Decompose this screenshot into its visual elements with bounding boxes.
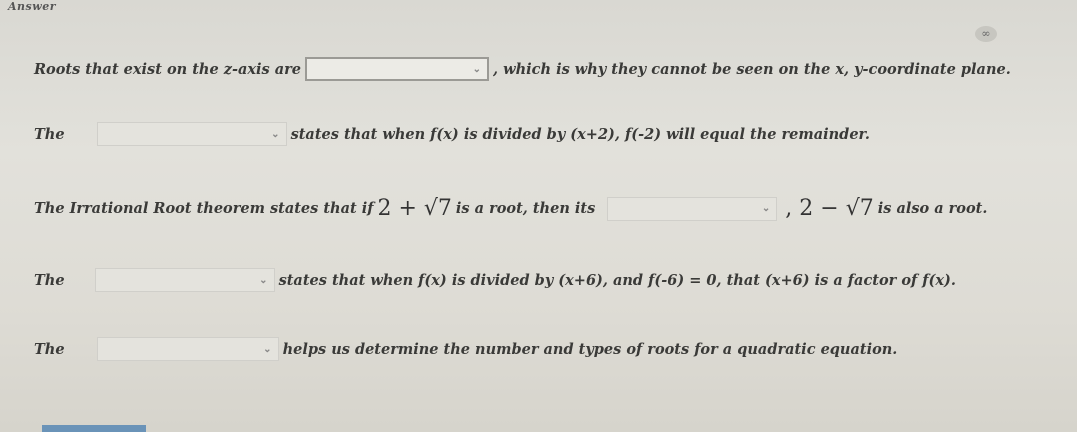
- math-root-1: 2 + √7: [377, 196, 452, 221]
- row-3-prefix: The Irrational Root theorem states that if: [34, 200, 374, 217]
- question-row-3: [34, 196, 987, 221]
- question-row-4: [34, 268, 956, 292]
- chevron-down-icon: ⌄: [259, 274, 268, 286]
- dropdown-1[interactable]: [305, 57, 489, 81]
- row-2-suffix: states that when f(x) is divided by (x+2), f(-2) will equal the remainder.: [290, 125, 870, 143]
- row-5-suffix: helps us determine the number and types of roots for a quadratic equation.: [282, 340, 898, 358]
- dropdown-5[interactable]: [97, 337, 279, 361]
- row-3-suffix: is also a root.: [877, 200, 988, 217]
- submit-button-edge[interactable]: [42, 425, 146, 432]
- math-root-2: , 2 − √7: [785, 196, 874, 221]
- link-icon[interactable]: ∞: [975, 26, 997, 42]
- chevron-down-icon: ⌄: [472, 63, 482, 75]
- row-2-prefix: The: [34, 125, 65, 143]
- row-3-middle: is a root, then its: [455, 200, 596, 217]
- answer-header: Answer: [8, 0, 56, 13]
- chevron-down-icon: ⌄: [263, 343, 272, 355]
- dropdown-2[interactable]: [97, 122, 287, 146]
- row-4-prefix: The: [34, 271, 65, 289]
- question-row-5: [34, 337, 897, 361]
- row-4-suffix: states that when f(x) is divided by (x+6), and f(-6) = 0, that (x+6) is a factor of f(x).: [278, 271, 956, 289]
- dropdown-4[interactable]: [95, 268, 275, 292]
- row-5-prefix: The: [34, 340, 65, 358]
- chevron-down-icon: ⌄: [761, 203, 771, 214]
- chevron-down-icon: ⌄: [271, 128, 280, 140]
- question-row-2: [34, 122, 870, 146]
- dropdown-3[interactable]: [607, 197, 777, 221]
- question-row-1: [34, 57, 1011, 81]
- row-1-suffix: , which is why they cannot be seen on the x, y-coordinate plane.: [493, 60, 1011, 78]
- row-1-prefix: Roots that exist on the z-axis are: [34, 60, 302, 78]
